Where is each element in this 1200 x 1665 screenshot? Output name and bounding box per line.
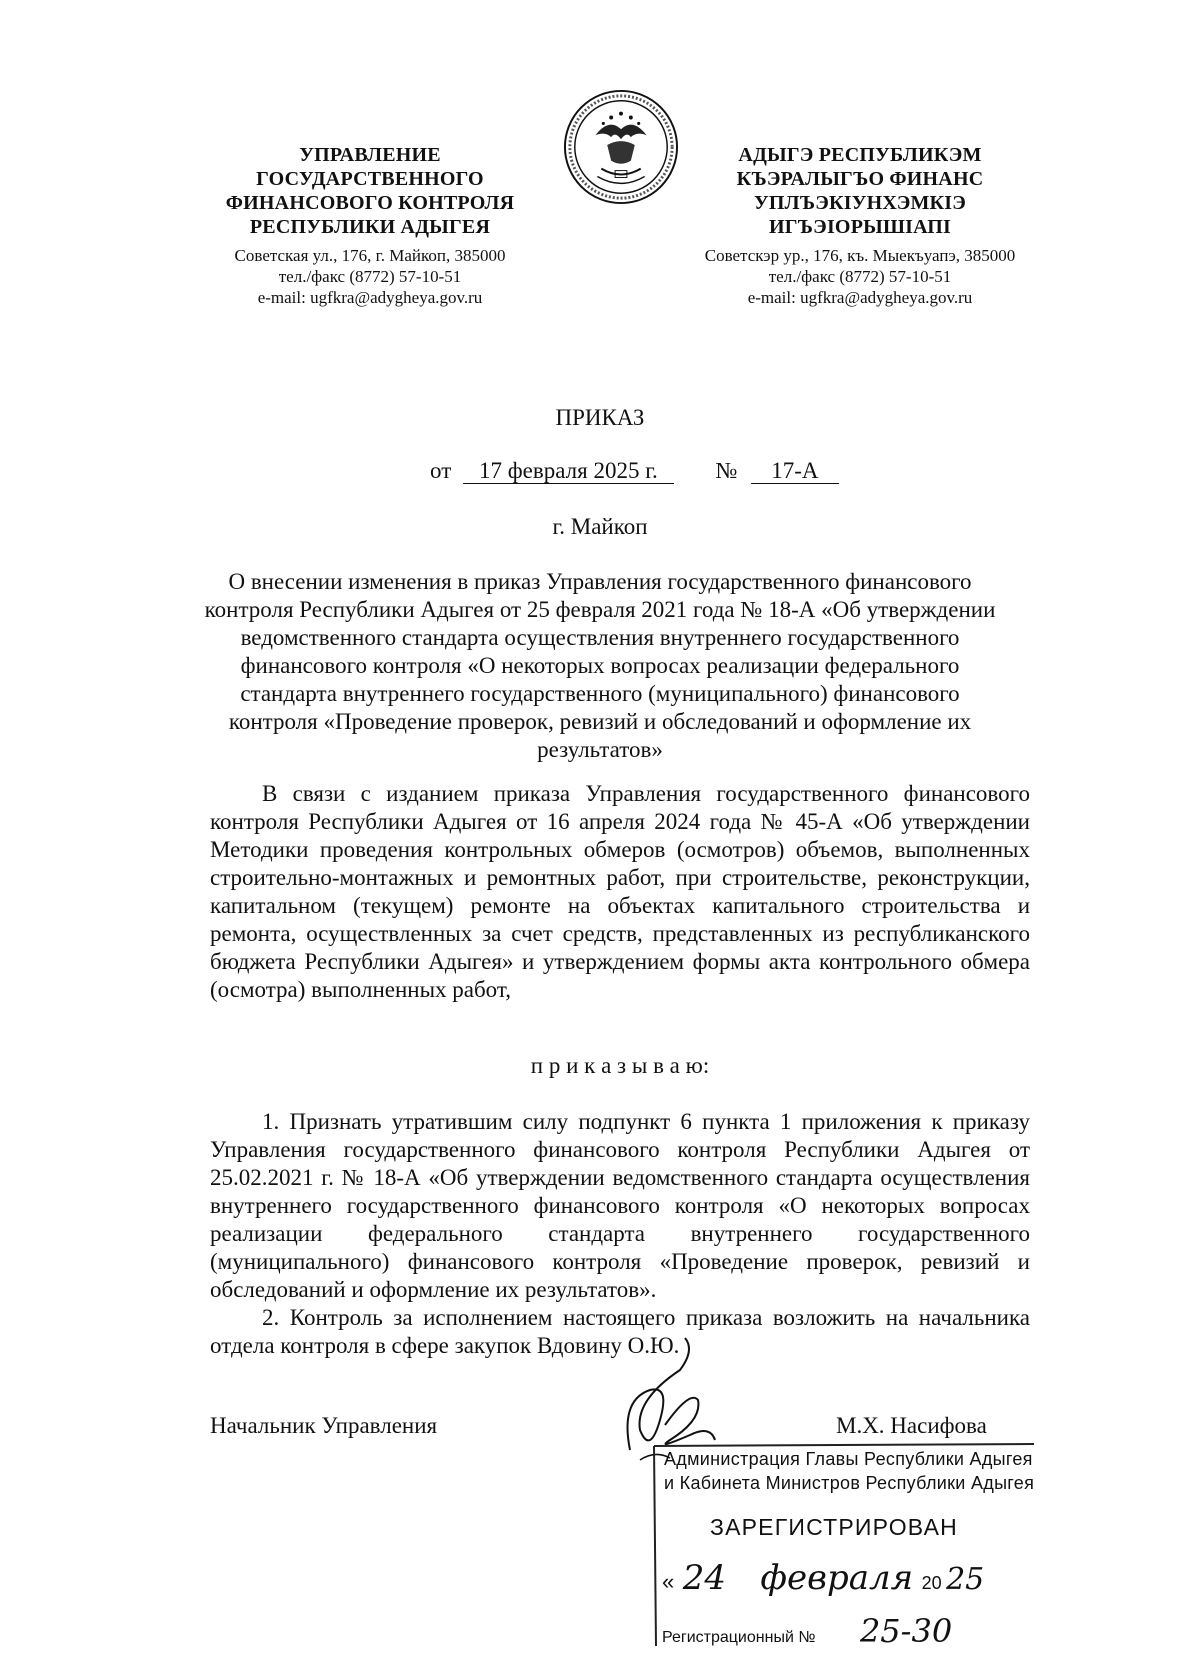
order-item-2: 2. Контроль за исполнением настоящего приказа возложить на начальника отдела контроля в сфере закупок Вдовину О.Ю. (210, 1305, 1030, 1358)
left-org-line: РЕСПУБЛИКИ АДЫГЕЯ (249, 216, 491, 238)
doc-type: ПРИКАЗ (555, 405, 645, 430)
title-line: контроля Республики Адыгея от 25 февраля 2021 года № 18-А «Об утверждении (204, 597, 996, 622)
title-line: О внесении изменения в приказ Управления государственного финансового (228, 569, 972, 594)
left-org-name (180, 143, 560, 239)
right-org-line: АДЫГЭ РЕСПУБЛИКЭМ (738, 144, 982, 166)
right-org-line: ИГЪЭІОРЫШІАПІ (769, 216, 951, 238)
left-contacts (180, 245, 560, 308)
title-line: результатов» (537, 737, 663, 762)
stamp-month: февраля (760, 1558, 914, 1598)
right-contacts (660, 245, 1060, 308)
right-email: e-mail: ugfkra@adygheya.gov.ru (747, 288, 973, 307)
right-org-line: КЪЭРАЛЫГЪО ФИНАНС (736, 168, 984, 190)
left-org-line: ФИНАНСОВОГО КОНТРОЛЯ (225, 192, 515, 214)
doc-date-line (430, 457, 930, 485)
doc-date: 17 февраля 2025 г. (463, 459, 674, 484)
stamp-registered: ЗАРЕГИСТРИРОВАН (710, 1514, 958, 1540)
left-org-line: УПРАВЛЕНИЕ (299, 144, 441, 166)
stamp-quote-open: « (662, 1569, 675, 1594)
doc-title (180, 568, 1020, 764)
title-line: контроля «Проведение проверок, ревизий и обследований и оформление их (228, 709, 972, 734)
left-email: e-mail: ugfkra@adygheya.gov.ru (257, 288, 483, 307)
number-prefix: № (715, 458, 738, 483)
signature-position: Начальник Управления (210, 1413, 438, 1438)
stamp-year-prefix: 20 (921, 1573, 942, 1593)
left-address: Советская ул., 176, г. Майкоп, 385000 (234, 246, 506, 265)
preamble-paragraph: В связи с изданием приказа Управления государственного финансового контроля Республики Адыгея от 16 апреля 2024 года № 45-А «Об утверждении Методики проведения контрольных обмеров (осмотров) объемов, выполненных строительно-монтажных и ремонтных работ, при строительстве, реконструкции, капитальном (текущем) ремонте на объектах капитального строительства и ремонта, осуществленных за счет средств, представленных из республиканского бюджета Республики Адыгея» и утверждением формы акта контрольного обмера (осмотра) выполненных работ, (210, 781, 1030, 1002)
right-phone: тел./факс (8772) 57-10-51 (768, 267, 952, 286)
date-prefix: от (430, 458, 452, 483)
title-line: финансового контроля «О некоторых вопросах реализации федерального (240, 653, 960, 678)
stamp-date-row (662, 1558, 1032, 1598)
right-address: Советскэр ур., 176, къ. Мыекъуапэ, 385000 (704, 246, 1016, 265)
doc-city: г. Майкоп (552, 514, 648, 539)
stamp-line-1: Администрация Главы Республики Адыгея (664, 1449, 1033, 1469)
registration-stamp (650, 1440, 1038, 1650)
right-org-line: УПЛЪЭКІУНХЭМКІЭ (754, 192, 966, 214)
left-org-line: ГОСУДАРСТВЕННОГО (256, 168, 484, 190)
signature-name: М.Х. Насифова (836, 1413, 987, 1438)
title-line: ведомственного стандарта осуществления внутреннего государственного (240, 625, 960, 650)
stamp-reg-row (662, 1612, 1032, 1650)
order-item-1: 1. Признать утратившим силу подпункт 6 пункта 1 приложения к приказу Управления государственного финансового контроля Республики Адыгея от 25.02.2021 г. № 18-А «Об утверждении ведомственного стандарта осуществления внутреннего государственного финансового контроля «О некоторых вопросах реализации федерального стандарта внутреннего государственного (муниципального) финансового контроля «Проведение проверок, ревизий и обследований и оформление их результатов». (210, 1109, 1030, 1302)
order-word: п р и к а з ы в а ю: (530, 1053, 710, 1078)
stamp-year: 25 (946, 1562, 985, 1597)
stamp-reg-number: 25-30 (859, 1612, 953, 1650)
left-phone: тел./факс (8772) 57-10-51 (278, 267, 462, 286)
right-org-name (660, 143, 1060, 239)
title-line: стандарта внутреннего государственного (муниципального) финансового (240, 681, 960, 706)
stamp-line-2: и Кабинета Министров Республики Адыгея (664, 1473, 1035, 1493)
stamp-day: 24 (682, 1558, 726, 1598)
stamp-reg-label: Регистрационный № (662, 1629, 816, 1646)
doc-number: 17-А (751, 459, 838, 484)
